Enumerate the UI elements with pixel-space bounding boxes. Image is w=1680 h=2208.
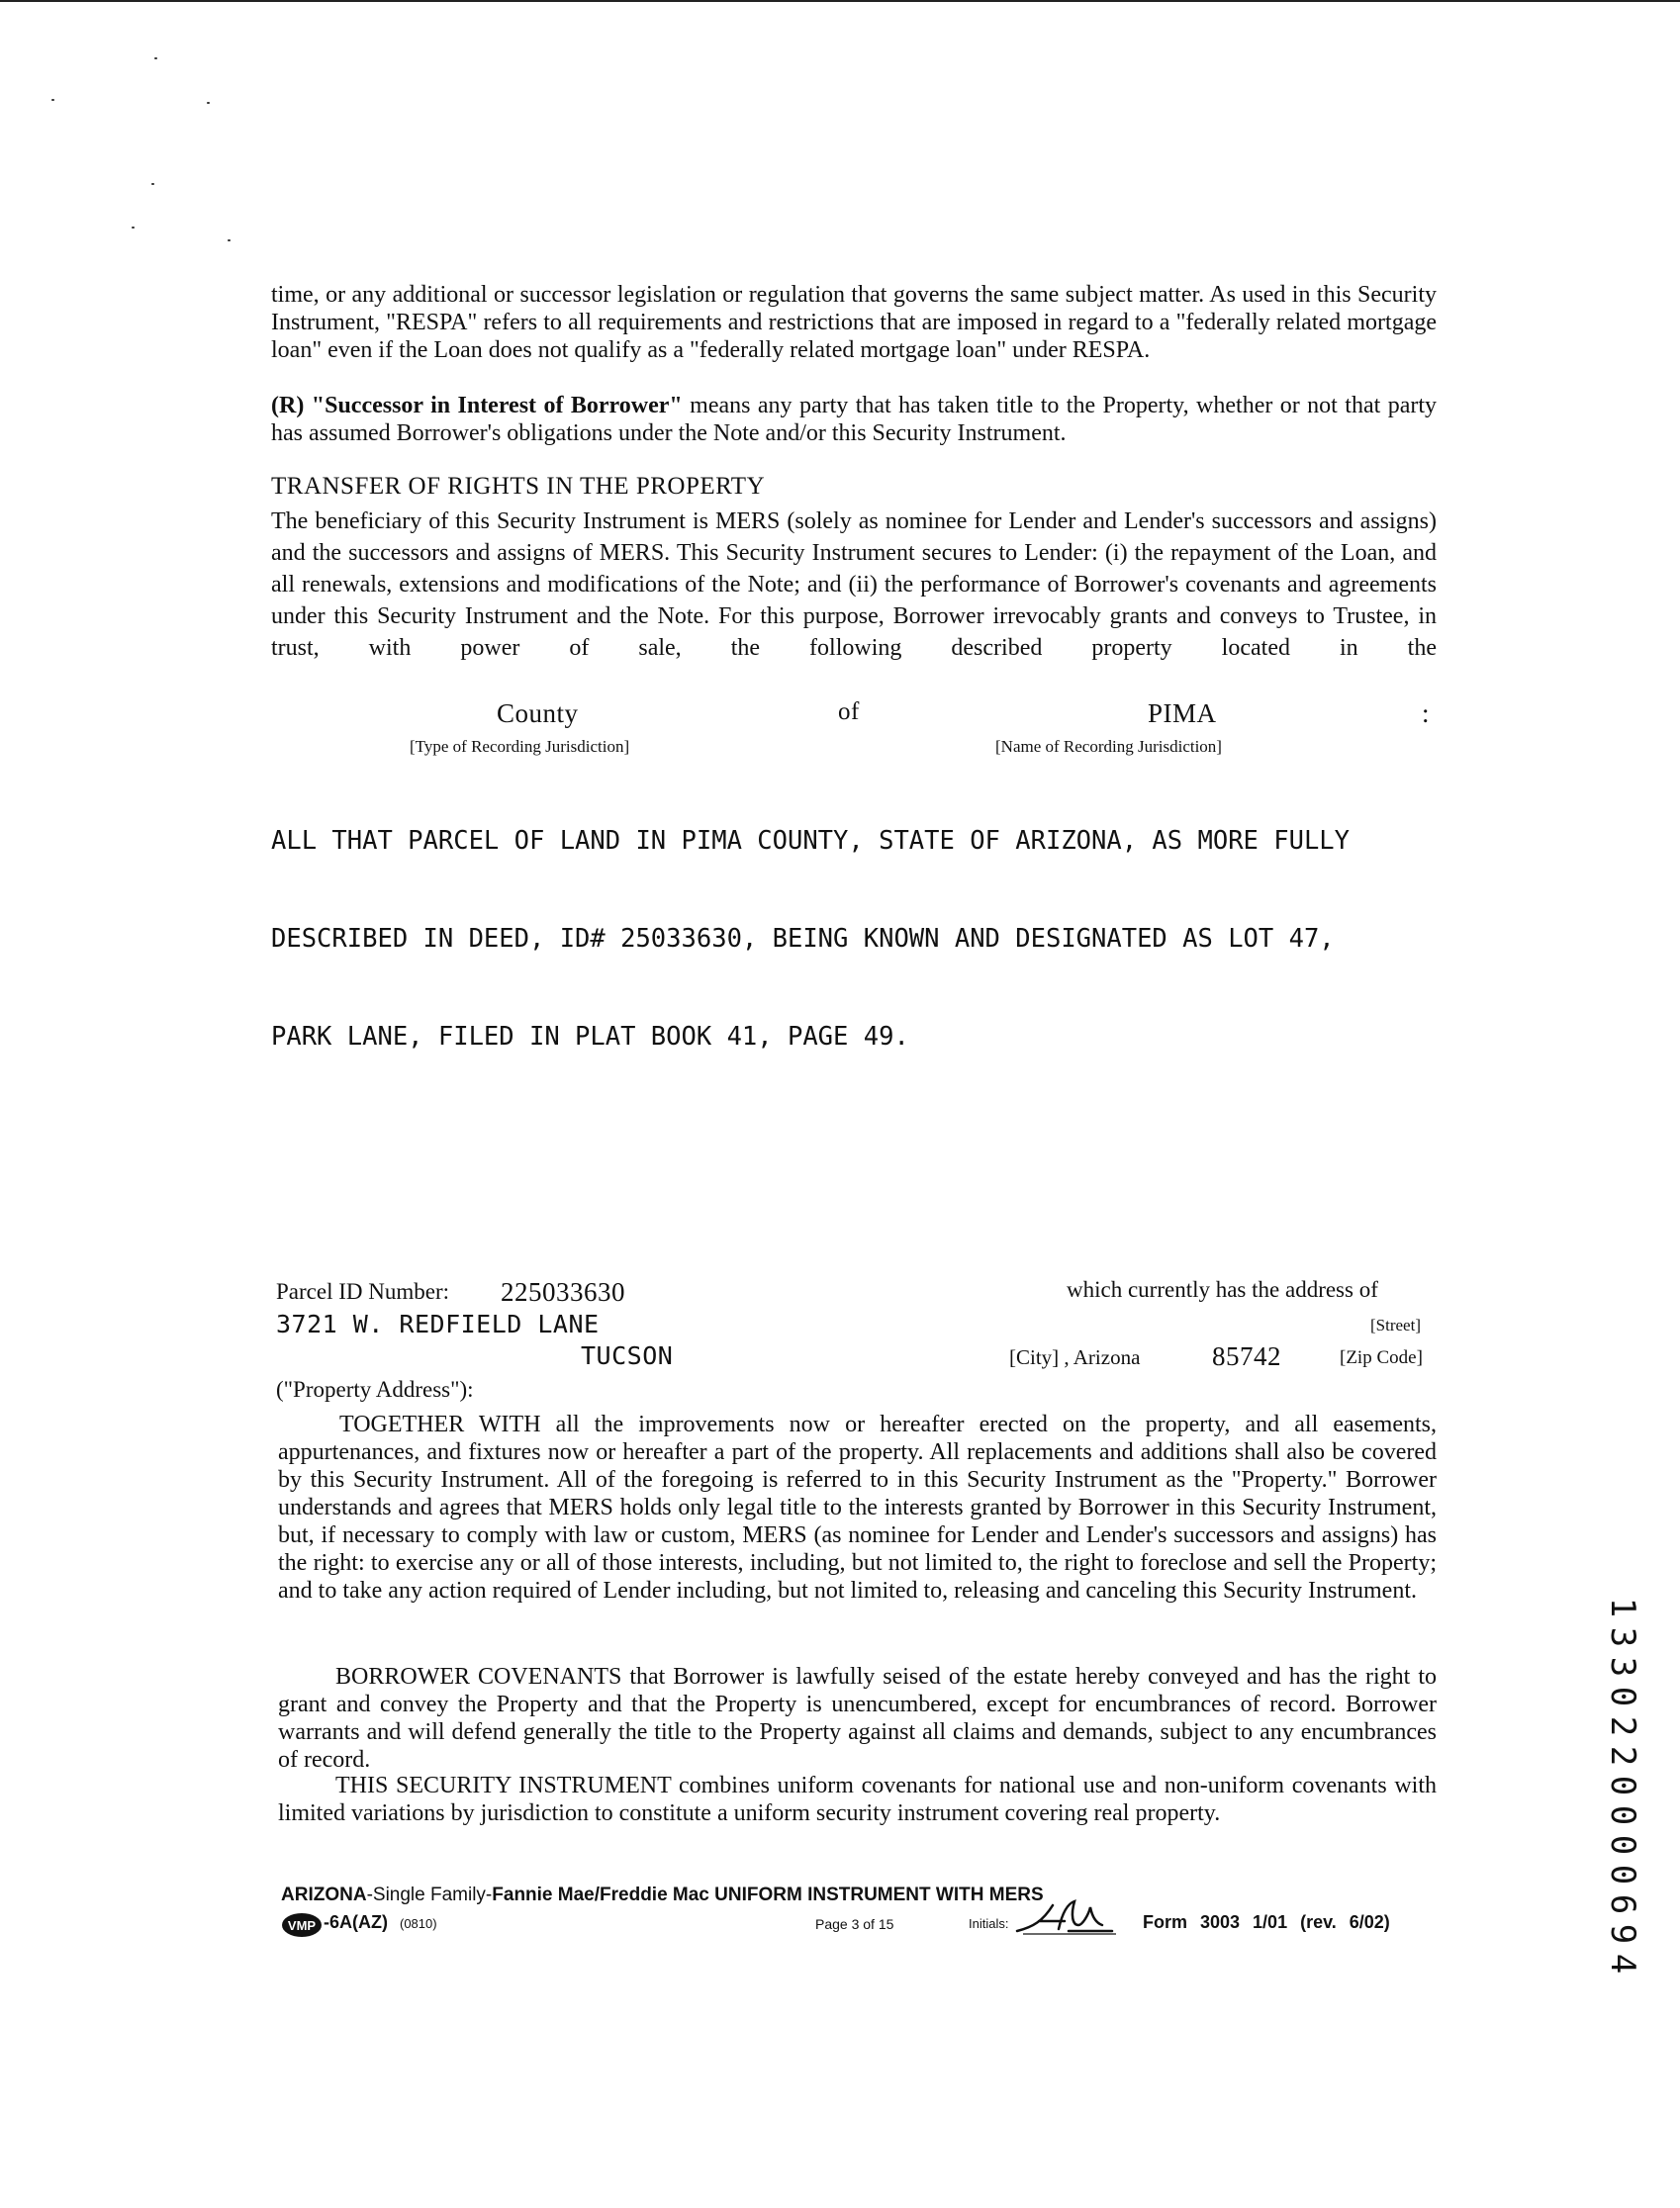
- side-number-digit: 0: [1603, 1834, 1642, 1856]
- covenants-text: BORROWER COVENANTS that Borrower is lawfully seised of the estate hereby conveyed and has the right to grant and convey the Property and that the Property is unencumbered, except for encumbrances of record. Borrower warrants and will defend generally the title to the Property against all claims and demands, subject to any encumbrances of record.: [278, 1664, 1437, 1773]
- jurisdiction-name-caption: [Name of Recording Jurisdiction]: [995, 737, 1222, 756]
- vmp-logo-icon: [281, 1912, 323, 1938]
- scan-speck: [132, 227, 135, 229]
- footer-title-mid: -Single Family-: [366, 1885, 493, 1905]
- legal-line: ALL THAT PARCEL OF LAND IN PIMA COUNTY, STATE OF ARIZONA, AS MORE FULLY: [271, 826, 1351, 856]
- transfer-paragraph: The beneficiary of this Security Instrument is MERS (solely as nominee for Lender and Lender's successors and assigns) and the successors and assigns of MERS. This Security Instrument secures to Lender: (i) the repayment of the Loan, and all renewals, extensions and modifications of the Note; and (ii) the performance of Borrower's covenants and agreements under this Security Instrument and the Note. For this purpose, Borrower irrevocably grants and conveys to Trustee, in trust, with power of sale, the following described property located in the: [271, 508, 1437, 661]
- page-number: Page 3 of 15: [815, 1916, 894, 1932]
- parcel-id-label: Parcel ID Number:: [276, 1279, 449, 1304]
- side-number-digit: 3: [1603, 1656, 1642, 1678]
- jurisdiction-name-value: PIMA: [1148, 698, 1217, 728]
- form-code: -6A(AZ): [324, 1912, 388, 1932]
- side-number-digit: 6: [1603, 1893, 1642, 1915]
- form-revision: (0810): [400, 1916, 437, 1931]
- side-number-digit: 0: [1603, 1686, 1642, 1707]
- city-value: TUCSON: [581, 1341, 674, 1370]
- together-paragraph: [278, 1411, 1437, 1605]
- footer-title-bold: Fannie Mae/Freddie Mac UNIFORM INSTRUMENT WITH MERS: [492, 1885, 1044, 1905]
- successor-text: means any party that has taken title to the Property, whether or not that party has assumed Borrower's obligations under the Note and/or this Security Instrument.: [271, 393, 1438, 446]
- address-of-text: which currently has the address of: [1067, 1277, 1378, 1302]
- successor-term: "Successor in Interest of Borrower": [311, 393, 683, 418]
- scan-speck: [154, 57, 157, 59]
- together-text: TOGETHER WITH all the improvements now or hereafter erected on the property, and all easements, appurtenances, and fixtures now or hereafter a part of the property. All replacements and additions shall also be covered by this Security Instrument. All of the foregoing is referred to in this Security Instrument as the "Property." Borrower understands and agrees that MERS holds only legal title to the interests granted by Borrower in this Security Instrument, but, if necessary to comply with law or custom, MERS (as nominee for Lender and Lender's successors and assigns) has the right: to exercise any or all of those interests, including, but not limited to, the right to foreclose and sell the Property; and to take any action required of Lender including, but not limited to, releasing and canceling this Security Instrument.: [278, 1412, 1437, 1604]
- initials-signature-icon: [1013, 1891, 1122, 1937]
- scan-speck: [228, 239, 231, 241]
- respa-paragraph: time, or any additional or successor legislation or regulation that governs the same subject matter. As used in this Security Instrument, "RESPA" refers to all requirements and restrictions that are imposed in regard to a "federally related mortgage loan" even if the Loan does not qualify as a "federally related mortgage loan" under RESPA.: [271, 282, 1437, 363]
- transfer-heading: TRANSFER OF RIGHTS IN THE PROPERTY: [271, 473, 766, 500]
- side-number-digit: 1: [1603, 1597, 1642, 1618]
- footer-title: [281, 1885, 1044, 1906]
- side-number-digit: 2: [1603, 1745, 1642, 1767]
- uniform-text: THIS SECURITY INSTRUMENT combines uniform covenants for national use and non-uniform covenants with limited variations by jurisdiction to constitute a uniform security instrument covering real property.: [278, 1773, 1437, 1826]
- city-caption: [City] , Arizona: [1009, 1345, 1141, 1369]
- top-border: [0, 0, 1680, 2]
- street-caption: [Street]: [1370, 1316, 1421, 1334]
- jurisdiction-colon: :: [1422, 698, 1431, 728]
- initials-label: Initials:: [969, 1916, 1009, 1931]
- side-number-digit: 3: [1603, 1626, 1642, 1648]
- side-number-digit: 9: [1603, 1923, 1642, 1945]
- legal-line: DESCRIBED IN DEED, ID# 25033630, BEING KNOWN AND DESIGNATED AS LOT 47,: [271, 924, 1335, 954]
- vmp-logo-text: VMP: [287, 1918, 317, 1933]
- scan-speck: [151, 183, 154, 185]
- parcel-id-value: 225033630: [501, 1277, 625, 1307]
- scan-speck: [51, 99, 54, 101]
- side-number-digit: 2: [1603, 1715, 1642, 1737]
- zip-value: 85742: [1212, 1341, 1281, 1371]
- jurisdiction-type-value: County: [497, 698, 579, 728]
- covenants-paragraph: [278, 1663, 1437, 1774]
- jurisdiction-of: of: [838, 698, 860, 725]
- form-number: Form 3003 1/01 (rev. 6/02): [1143, 1912, 1390, 1932]
- side-number-digit: 0: [1603, 1804, 1642, 1826]
- property-address-label: ("Property Address"):: [276, 1377, 474, 1402]
- side-number-digit: 0: [1603, 1864, 1642, 1886]
- legal-description: [271, 760, 1458, 1086]
- footer-state: ARIZONA: [281, 1885, 367, 1905]
- side-document-number: [1603, 1593, 1642, 1978]
- jurisdiction-type-caption: [Type of Recording Jurisdiction]: [410, 737, 630, 756]
- successor-paragraph: [271, 392, 1437, 447]
- side-number-digit: 4: [1603, 1953, 1642, 1975]
- side-number-digit: 0: [1603, 1775, 1642, 1796]
- zip-caption: [Zip Code]: [1340, 1347, 1423, 1368]
- successor-label: (R): [271, 393, 305, 418]
- uniform-paragraph: [278, 1772, 1437, 1827]
- legal-line: PARK LANE, FILED IN PLAT BOOK 41, PAGE 49.: [271, 1022, 909, 1052]
- scan-speck: [207, 102, 210, 104]
- street-value: 3721 W. REDFIELD LANE: [276, 1310, 600, 1338]
